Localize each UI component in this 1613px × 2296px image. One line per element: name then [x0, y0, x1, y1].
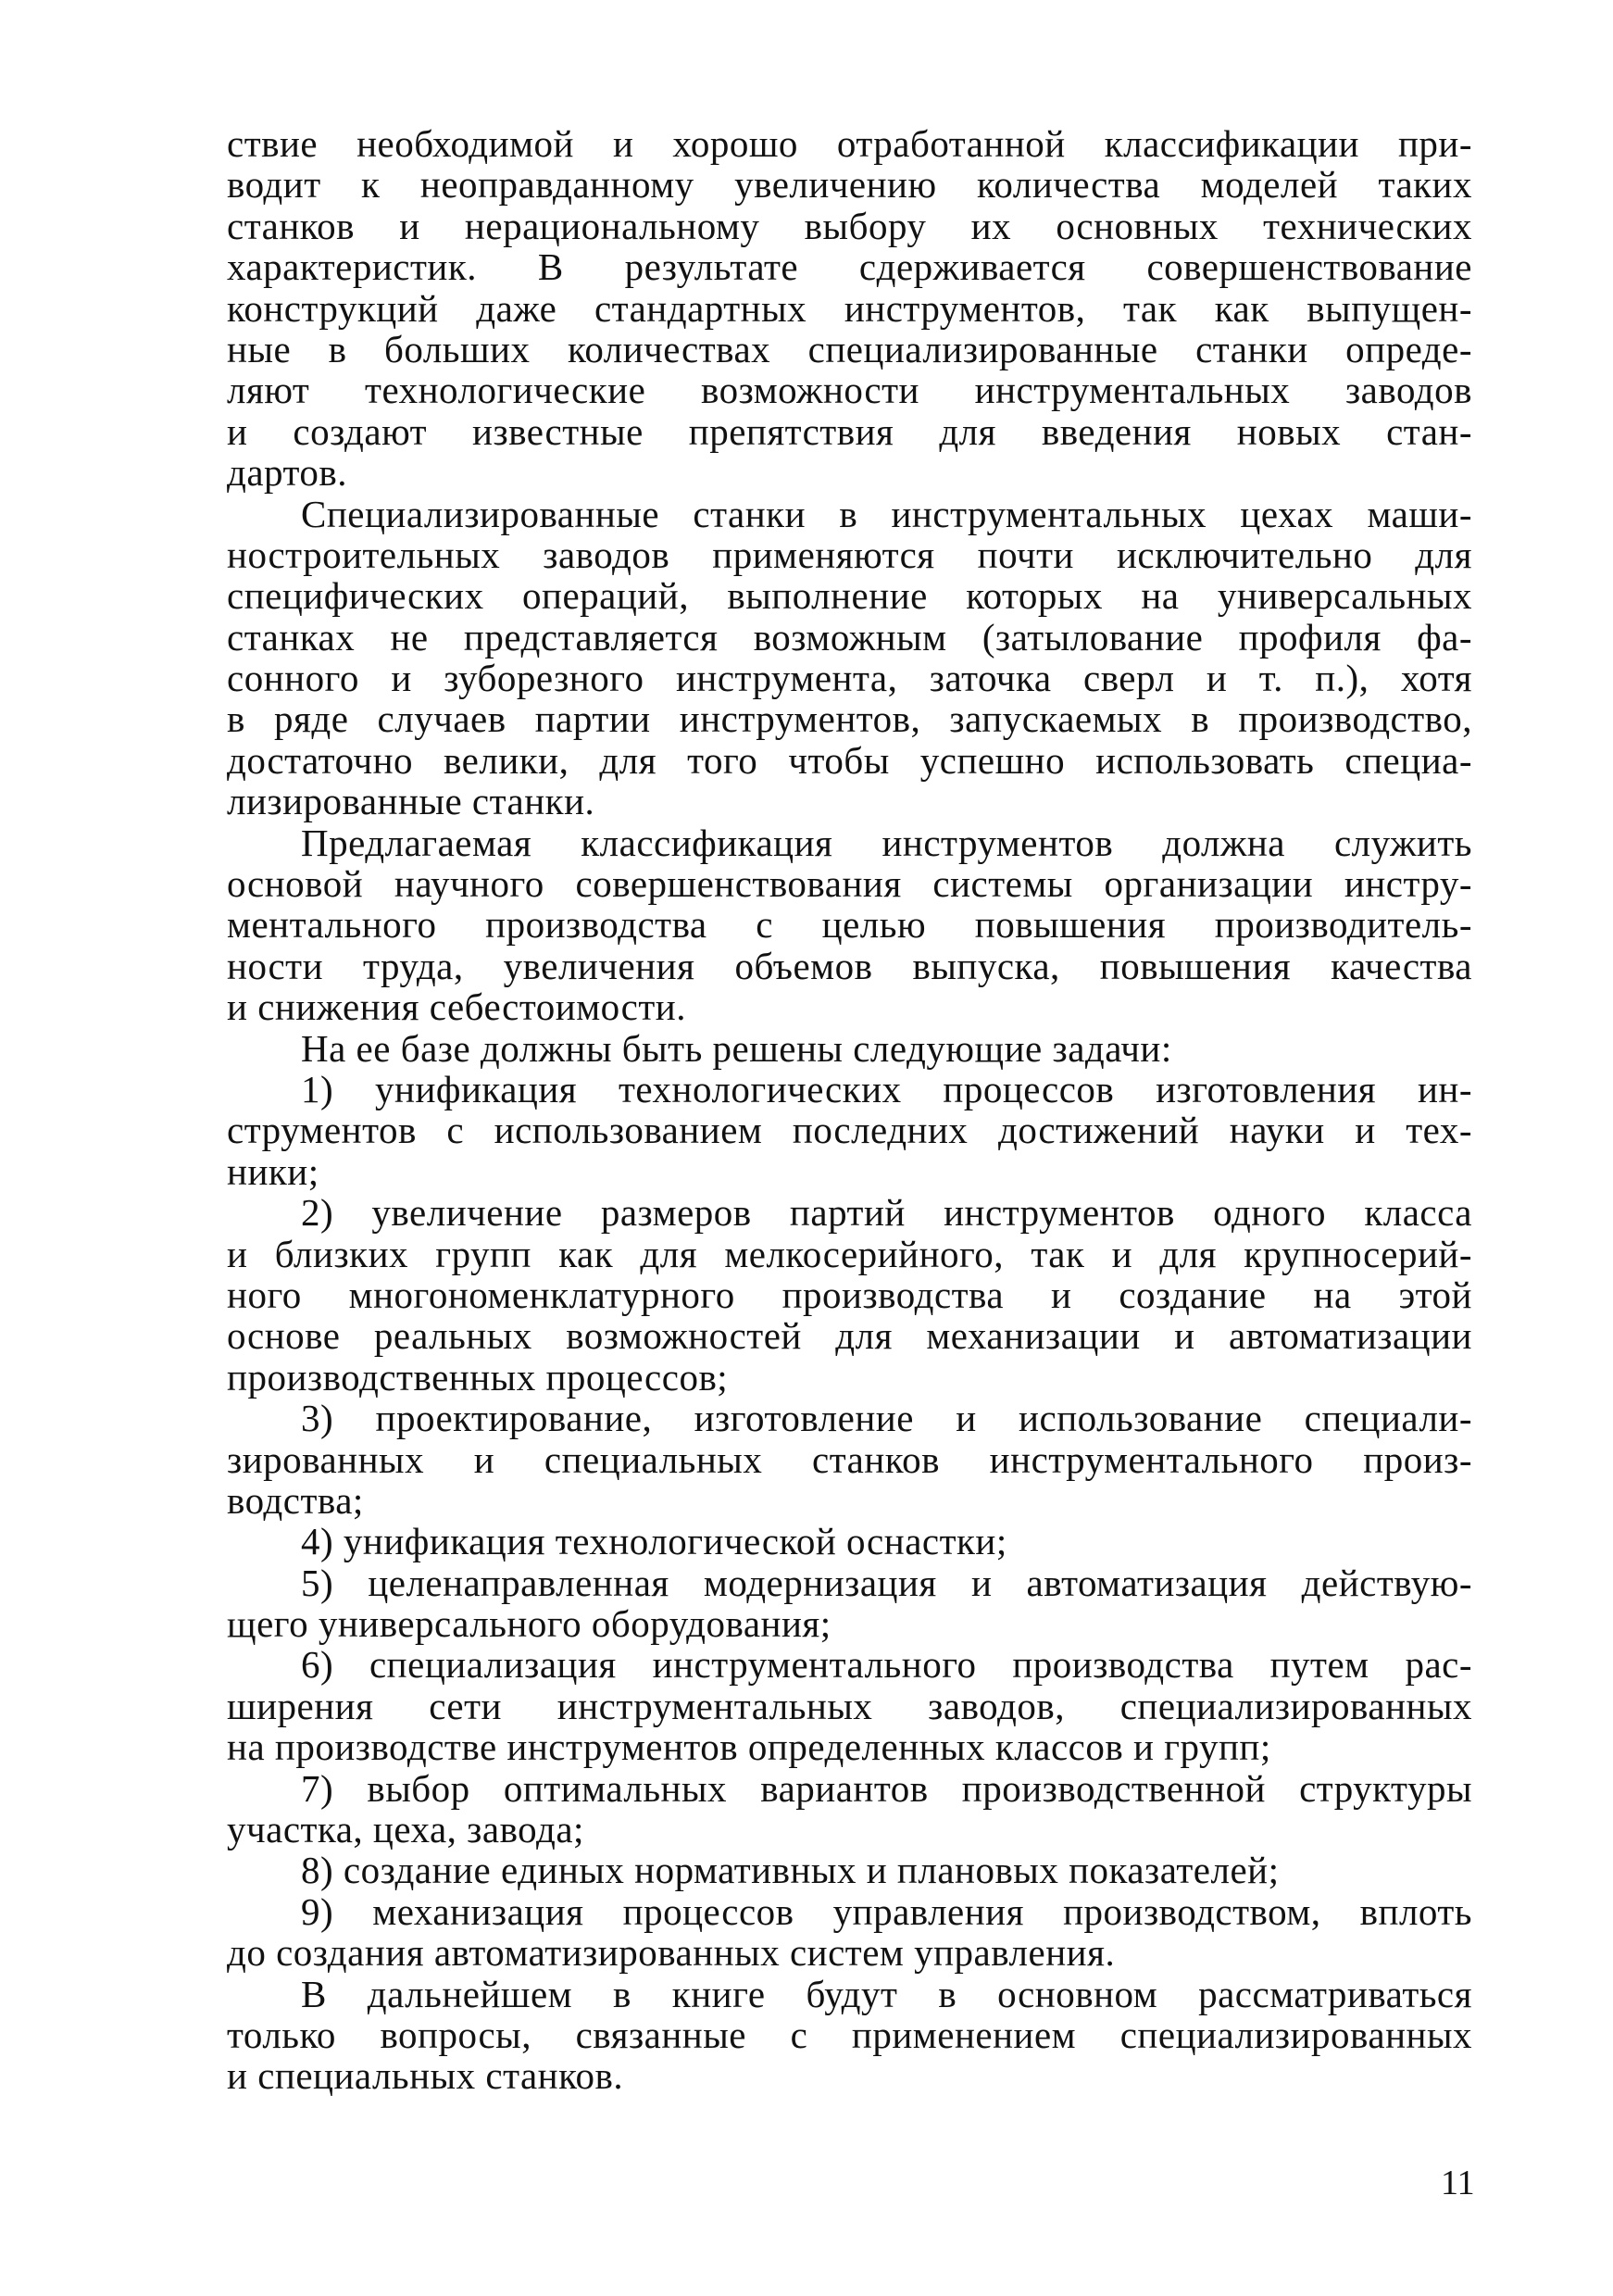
- paragraph: [227, 1891, 1472, 1974]
- text-line: ности труда, увеличения объемов выпуска, повышения качества: [227, 944, 1472, 987]
- text-line: станков и нерациональному выбору их основных технических: [227, 204, 1472, 247]
- text-line: и специальных станков.: [227, 2054, 624, 2098]
- text-line: дартов.: [227, 451, 348, 495]
- text-line: специфических операций, выполнение которых на универсальных: [227, 574, 1472, 618]
- text-line: основе реальных возможностей для механизации и автоматизации: [227, 1314, 1472, 1358]
- text-line: характеристик. В результате сдерживается совершенствование: [227, 245, 1472, 289]
- text-line: достаточно велики, для того чтобы успешно использовать специа-: [227, 738, 1472, 782]
- text-line: Специализированные станки в инструментальных цехах маши-: [301, 492, 1472, 535]
- text-line: ные в больших количествах специализированные станки опреде-: [227, 327, 1472, 370]
- text-line: ляют технологические возможности инструментальных заводов: [227, 369, 1472, 412]
- text-line: до создания автоматизированных систем управления.: [227, 1931, 1116, 1975]
- text-line: станках не представляется возможным (затылование профиля фа-: [227, 615, 1472, 659]
- text-line: струментов с использованием последних достижений науки и тех-: [227, 1109, 1472, 1152]
- text-line: 6) специализация инструментального производства путем рас-: [301, 1643, 1472, 1687]
- text-line: зированных и специальных станков инструментального произ-: [227, 1437, 1472, 1481]
- text-line: ного многономенклатурного производства и создание на этой: [227, 1273, 1472, 1316]
- text-line: производственных процессов;: [227, 1355, 729, 1399]
- text-line: ширения сети инструментальных заводов, специализированных: [227, 1684, 1472, 1727]
- paragraph: [227, 1562, 1472, 1645]
- text-line: на производстве инструментов определенных классов и групп;: [227, 1725, 1271, 1769]
- text-line: щего универсального оборудования;: [227, 1602, 832, 1646]
- text-line: и создают известные препятствия для введения новых стан-: [227, 409, 1472, 453]
- text-line: ствие необходимой и хорошо отработанной классификации при-: [227, 122, 1472, 165]
- paragraph: [227, 1028, 1472, 1069]
- text-line: 7) выбор оптимальных вариантов производственной структуры: [301, 1766, 1472, 1810]
- text-line: ники;: [227, 1149, 319, 1193]
- text-line: 4) унификация технологической оснастки;: [301, 1520, 1007, 1563]
- text-line: ментального производства с целью повышения производитель-: [227, 903, 1472, 947]
- paragraph: [227, 123, 1472, 494]
- text-line: основой научного совершенствования системы организации инстру-: [227, 862, 1472, 906]
- paragraph: [227, 1192, 1472, 1398]
- text-line: и снижения себестоимости.: [227, 985, 686, 1029]
- text-line: На ее базе должны быть решены следующие задачи:: [301, 1026, 1172, 1070]
- paragraph: [227, 1644, 1472, 1767]
- text-line: Предлагаемая классификация инструментов должна служить: [301, 821, 1472, 864]
- text-line: конструкций даже стандартных инструментов, так как выпущен-: [227, 286, 1472, 330]
- paragraph: [227, 1398, 1472, 1521]
- text-line: участка, цеха, завода;: [227, 1808, 584, 1851]
- page-body-text: [227, 123, 1472, 2097]
- text-line: 1) унификация технологических процессов изготовления ин-: [301, 1067, 1472, 1110]
- text-line: 3) проектирование, изготовление и использование специали-: [301, 1397, 1472, 1440]
- paragraph: [227, 1069, 1472, 1192]
- text-line: ностроительных заводов применяются почти исключительно для: [227, 533, 1472, 576]
- text-line: лизированные станки.: [227, 780, 595, 823]
- paragraph: [227, 494, 1472, 822]
- text-line: 9) механизация процессов управления производством, вплоть: [301, 1889, 1472, 1933]
- text-line: 5) целенаправленная модернизация и автоматизация действую-: [301, 1561, 1472, 1604]
- paragraph: [227, 822, 1472, 1028]
- text-line: В дальнейшем в книге будут в основном рассматриваться: [301, 1972, 1472, 2015]
- text-line: водит к неоправданному увеличению количества моделей таких: [227, 163, 1472, 207]
- paragraph: [227, 1974, 1472, 2097]
- text-line: в ряде случаев партии инструментов, запускаемых в производство,: [227, 697, 1472, 741]
- text-line: сонного и зуборезного инструмента, заточка сверл и т. п.), хотя: [227, 657, 1472, 700]
- page-number: 11: [1441, 2164, 1475, 2202]
- text-line: водства;: [227, 1478, 364, 1522]
- text-line: 8) создание единых нормативных и плановых показателей;: [301, 1849, 1280, 1892]
- paragraph: [227, 1850, 1472, 1890]
- text-line: только вопросы, связанные с применением специализированных: [227, 2013, 1472, 2056]
- text-line: 2) увеличение размеров партий инструментов одного класса: [301, 1191, 1472, 1235]
- text-line: и близких групп как для мелкосерийного, так и для крупносерий-: [227, 1232, 1472, 1275]
- paragraph: [227, 1768, 1472, 1851]
- paragraph: [227, 1521, 1472, 1562]
